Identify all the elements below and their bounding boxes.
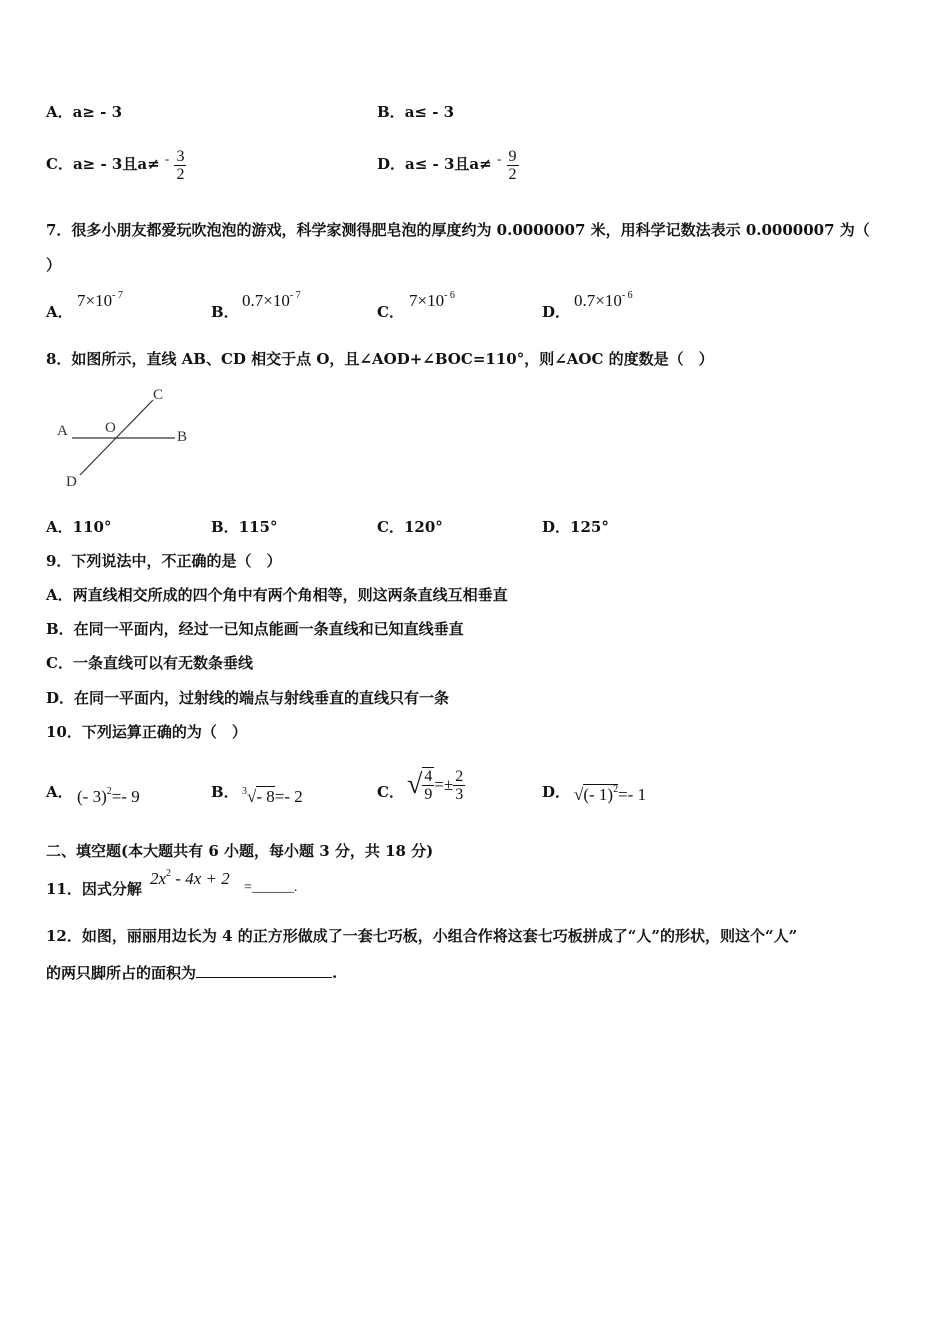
- q8-option-b: B．115°: [211, 518, 278, 536]
- q7-option-c-expr: $7\times 10^{- 6}$: [409, 290, 455, 310]
- q6-c-fraction: $\frac{3}{2}$: [176, 147, 185, 183]
- q8-stem: 8．如图所示，直线 AB、CD 相交于点 O，且∠AOD+∠BOC=110°，则∠AOC 的度数是（ ）: [46, 350, 714, 368]
- q11-answer-blank: =______.: [244, 880, 298, 895]
- q11-prefix: 11．因式分解: [46, 880, 142, 898]
- q10-stem: 10．下列运算正确的为（ ）: [46, 723, 247, 741]
- q10-option-d-label: D．: [542, 783, 571, 801]
- fig-label-c: C: [153, 387, 164, 403]
- q9-option-d: D．在同一平面内，过射线的端点与射线垂直的直线只有一条: [46, 689, 450, 707]
- fig-label-d: D: [66, 474, 77, 490]
- q6-d-fraction: $\frac{9}{2}$: [508, 147, 517, 183]
- fig-label-a: A: [57, 423, 68, 439]
- q7-option-b-expr: $0.7\times 10^{- 7}$: [242, 290, 301, 310]
- q7-option-d-label: D．: [542, 303, 571, 321]
- q10-option-b-expr: $^3$√- 8=- 2: [242, 786, 303, 806]
- q8-option-c: C．120°: [377, 518, 443, 536]
- q9-option-a: A．两直线相交所成的四个角中有两个角相等，则这两条直线互相垂直: [46, 586, 508, 604]
- q9-option-c: C．一条直线可以有无数条垂线: [46, 654, 253, 672]
- q7-option-b-label: B．: [211, 303, 239, 321]
- q12-answer-blank: [196, 963, 332, 978]
- q6-option-c: C．a≥ - 3且a≠ - $\frac{3}{2}$: [46, 147, 185, 183]
- q12-line1: 12．如图，丽丽用边长为 4 的正方形做成了一套七巧板，小组合作将这套七巧板拼成了“人”的形状，则这个“人”: [46, 927, 798, 945]
- fig-label-b: B: [177, 429, 188, 445]
- q10-option-a-label: A．: [46, 783, 73, 801]
- q10-option-a-expr: (- 3)$^2$=- 9: [77, 786, 140, 806]
- q10-option-b-label: B．: [211, 783, 239, 801]
- q7-stem-line1: 7．很多小朋友都爱玩吹泡泡的游戏，科学家测得肥皂泡的厚度约为 0.0000007 米，用科学记数法表示 0.0000007 为（: [46, 221, 870, 239]
- q6-option-d: D．a≤ - 3且a≠ - $\frac{9}{2}$: [377, 147, 517, 183]
- q7-option-a-expr: $7\times 10^{- 7}$: [77, 290, 123, 310]
- section-2-title: 二、填空题(本大题共有 6 小题，每小题 3 分，共 18 分): [46, 842, 434, 860]
- q10-option-d-expr: √(- 1)$^2$=- 1: [574, 784, 647, 804]
- q9-stem: 9．下列说法中，不正确的是（ ）: [46, 552, 282, 570]
- q7-option-a-label: A．: [46, 303, 73, 321]
- q10-option-c-label: C．: [377, 783, 404, 801]
- q8-figure: [50, 380, 200, 495]
- q9-option-b: B．在同一平面内，经过一已知点能画一条直线和已知直线垂直: [46, 620, 464, 638]
- q8-option-d: D．125°: [542, 518, 609, 536]
- q8-option-a: A．110°: [46, 518, 112, 536]
- q11-expression: $2x^2 - 4x + 2$: [150, 868, 230, 888]
- q7-stem-line2: ）: [46, 256, 62, 274]
- q12-line2: 的两只脚所占的面积为 .: [46, 964, 338, 982]
- q6-option-a: A．a≥ - 3: [46, 103, 123, 121]
- q7-option-c-label: C．: [377, 303, 404, 321]
- q6-option-b: B．a≤ - 3: [377, 103, 455, 121]
- fig-label-o: O: [105, 420, 116, 436]
- q7-option-d-expr: $0.7\times 10^{- 6}$: [574, 290, 633, 310]
- q10-option-c-expr: √ $\frac{4}{9}$ =± $\frac{2}{3}$: [407, 767, 464, 804]
